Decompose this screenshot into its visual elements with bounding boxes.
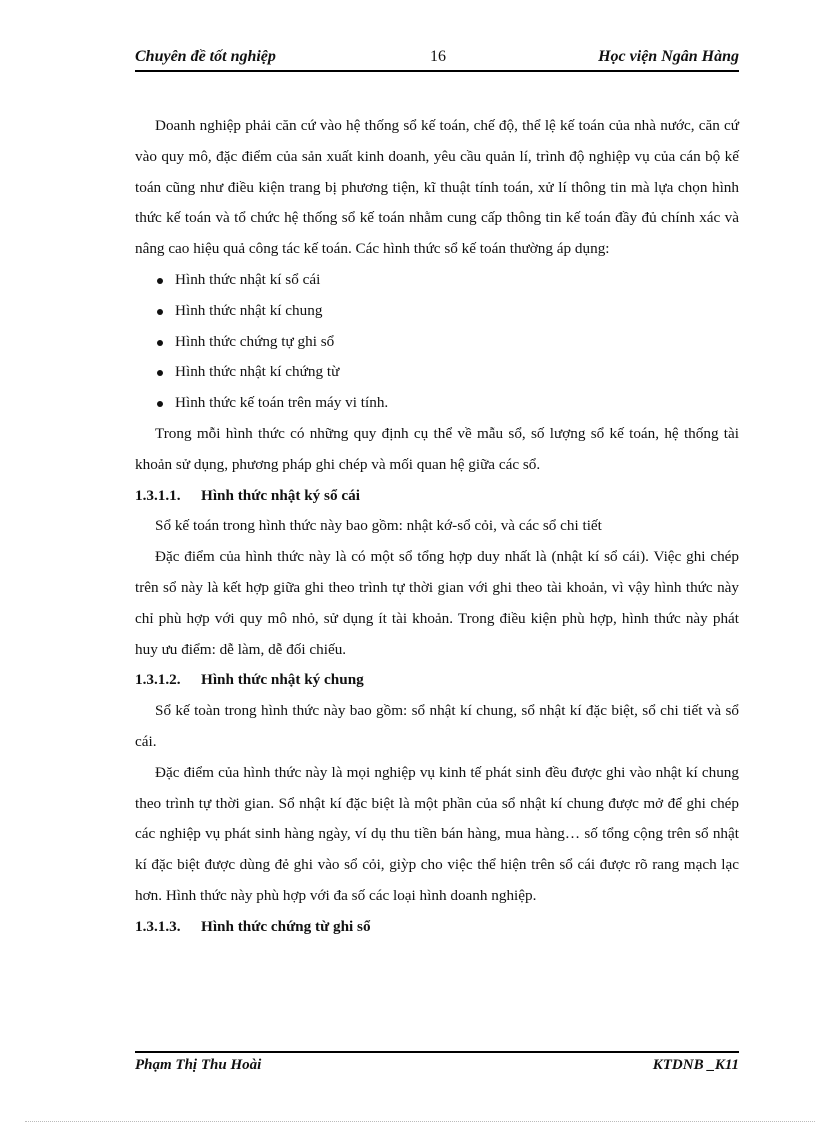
bullet-icon [157, 340, 163, 346]
section-number: 1.3.1.2. [135, 671, 181, 689]
list-item: Hình thức nhật kí sổ cái [135, 265, 739, 296]
document-body [135, 111, 739, 943]
paragraph: Trong mỗi hình thức có những quy định cụ thể về mẫu sổ, số lượng sổ kế toán, hệ thống tài khoản sử dụng, phương pháp ghi chép và mối quan hệ giữa các sổ. [135, 424, 739, 473]
paragraph: Sổ kế toàn trong hình thức này bao gồm: sổ nhật kí chung, sổ nhật kí đặc biệt, sổ chi tiết và sổ cái. [135, 702, 739, 750]
footer-class-code: KTDNB _K11 [652, 1057, 739, 1073]
section-title: Hình thức nhật ký sổ cái [201, 486, 360, 504]
section-heading-1-3-1-2 [135, 665, 739, 696]
bullet-icon [157, 370, 163, 376]
bullet-icon [157, 278, 163, 284]
section-title: Hình thức nhật ký chung [201, 671, 364, 689]
paragraph: Đặc điểm của hình thức này là có một sổ tổng hợp duy nhất là (nhật kí sổ cái). Việc ghi chép trên sổ này là kết hợp giữa ghi theo trình tự thời gian với ghi theo tài khoản, vì vậy hình thức này chỉ phù hợp với quy mô nhỏ, sử dụng ít tài khoản. Trong điều kiện phù hợp, hình thức này phát huy ưu điểm: dễ làm, dễ đối chiếu. [135, 548, 739, 658]
intro-paragraph: Doanh nghiệp phải căn cứ vào hệ thống sổ kế toán, chế độ, thể lệ kế toán của nhà nước, căn cứ vào quy mô, đặc điểm của sản xuất kinh doanh, yêu cầu quản lí, trình độ nghiệp vụ của cán bộ kế toán cũng như điều kiện trang bị phương tiện, kĩ thuật tính toán, xử lí thông tin mà lựa chọn hình thức kế toán và tổ chức hệ thống sổ kế toán nhằm cung cấp thông tin kế toán đầy đủ chính xác và nâng cao hiệu quả công tác kế toán. Các hình thức sổ kế toán thường áp dụng: [135, 117, 739, 258]
page-header [135, 48, 739, 72]
section-number: 1.3.1.1. [135, 486, 181, 504]
list-item: Hình thức nhật kí chứng từ [135, 357, 739, 388]
list-item: Hình thức nhật kí chung [135, 296, 739, 327]
paragraph: Sổ kế toán trong hình thức này bao gồm: nhật kớ-sổ cỏi, và các sổ chi tiết [155, 517, 602, 535]
section-heading-1-3-1-3 [135, 912, 739, 943]
page-edge-divider [25, 1121, 815, 1122]
section-number: 1.3.1.3. [135, 917, 181, 935]
list-item: Hình thức chứng tự ghi sổ [135, 327, 739, 358]
list-item: Hình thức kế toán trên máy vi tính. [135, 388, 739, 419]
bullet-icon [157, 309, 163, 315]
page-footer [135, 1051, 739, 1079]
page-number: 16 [430, 48, 446, 65]
bullet-list [135, 265, 739, 419]
footer-author: Phạm Thị Thu Hoài [135, 1057, 262, 1073]
section-title: Hình thức chứng từ ghi sổ [201, 917, 371, 935]
bullet-icon [157, 401, 163, 407]
header-document-title: Chuyên đề tốt nghiệp [135, 48, 276, 65]
section-heading-1-3-1-1 [135, 481, 739, 512]
header-institution: Học viện Ngân Hàng [598, 48, 739, 65]
paragraph: Đặc điểm của hình thức này là mọi nghiệp vụ kinh tế phát sinh đều được ghi vào nhật kí chung theo trình tự thời gian. Sổ nhật kí đặc biệt là một phần của sổ nhật kí chung được mở để ghi chép các nghiệp vụ phát sinh hàng ngày, ví dụ thu tiền bán hàng, mua hàng… số tổng cộng trên sổ nhật kí đặc biệt được dùng đẻ ghi vào sổ cỏi, giỳp cho việc thể hiện trên sổ cái được rõ rang mạch lạc hơn. Hình thức này phù hợp với đa số các loại hình doanh nghiệp. [135, 763, 739, 904]
